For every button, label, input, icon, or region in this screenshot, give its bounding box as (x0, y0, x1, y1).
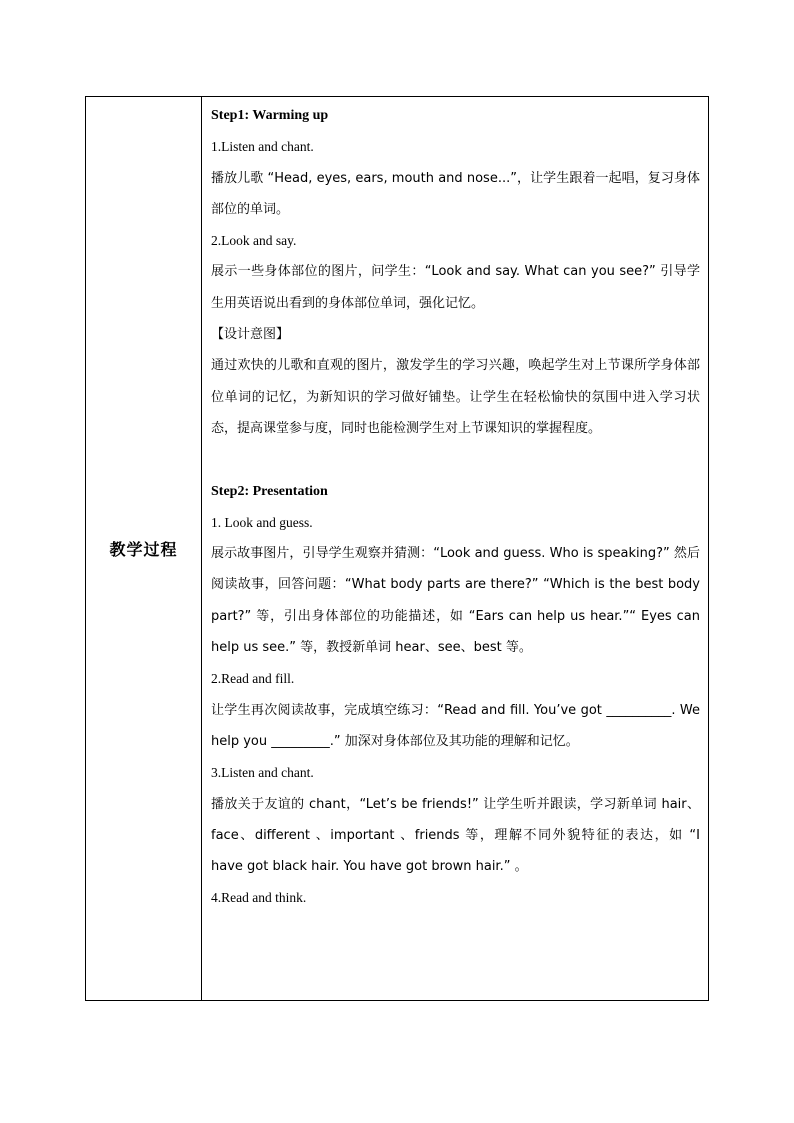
spacer (211, 444, 700, 475)
section-label-cell (86, 97, 202, 1000)
step1-item1-title: 1.Listen and chant. (211, 139, 314, 155)
step2-item2-title: 2.Read and fill. (211, 671, 295, 687)
step1-heading: Step1: Warming up (211, 108, 329, 123)
step1-item2-title: 2.Look and say. (211, 233, 297, 249)
step2-item1-title: 1. Look and guess. (211, 514, 313, 530)
step2-item2-desc: 让学生再次阅读故事，完成填空练习：“Read and fill. You’ve got __________. We help you _________.” 加深对身体部位及其功能的理解和记忆。 (211, 702, 700, 749)
step2-heading: Step2: Presentation (211, 483, 328, 499)
step2-item3-title: 3.Listen and chant. (211, 765, 314, 781)
design-intent-desc: 通过欢快的儿歌和直观的图片，激发学生的学习兴趣，唤起学生对上节课所学身体部位单词的记忆，为新知识的学习做好铺垫。让学生在轻松愉快的氛围中进入学习状态，提高课堂参与度，同时也能检测学生对上节课知识的掌握程度。 (211, 358, 700, 436)
step2-item1-desc: 展示故事图片，引导学生观察并猜测：“Look and guess. Who is speaking?” 然后阅读故事，回答问题：“What body parts are there?” “Which is the best body part?” 等，引出身体部位的功能描述，如 “Ears can help us hear.”“ Eyes can help us see.” 等，教授新单词 hear、see、best 等。 (211, 546, 700, 656)
design-intent-title: 【设计意图】 (211, 327, 290, 343)
step2-item3-desc: 播放关于友谊的 chant，“Let’s be friends!” 让学生听并跟读，学习新单词 hair、face、different 、important 、friends 等，理解不同外貌特征的表达，如 “I have got black hair. You have got brown hair.” 。 (211, 796, 700, 875)
lesson-plan-table (85, 96, 709, 1001)
section-label: 教学过程 (109, 540, 178, 559)
step2-item4-title: 4.Read and think. (211, 890, 307, 906)
step1-item2-desc: 展示一些身体部位的图片，问学生：“Look and say. What can you see?” 引导学生用英语说出看到的身体部位单词，强化记忆。 (211, 264, 700, 311)
content-cell (202, 97, 708, 1000)
step1-item1-desc: 播放儿歌 “Head, eyes, ears, mouth and nose...”，让学生跟着一起唱，复习身体部位的单词。 (211, 170, 700, 217)
